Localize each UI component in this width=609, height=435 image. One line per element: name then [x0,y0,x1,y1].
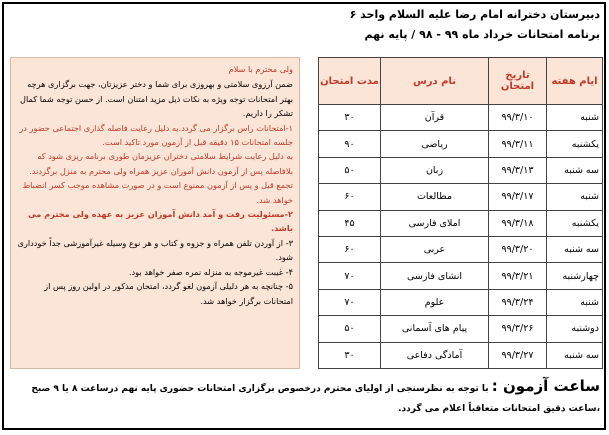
exam-time-label: ساعت آزمون : [491,377,600,395]
cell-date: ۹۹/۳/۲۶ [489,316,547,342]
cell-duration: ۹۰ [319,131,381,157]
cell-subject: ریاضی [381,131,489,157]
cell-day: یکشنبه [547,131,603,157]
notes-item-1c: تجمع قبل و پس از آزمون ممنوع است و در صورت مشاهده موجب کسر انضباط خواهد شد. [22,180,293,205]
table-header-row [319,58,603,105]
exam-time-text: با توجه به نظرسنجی از اولیای محترم درخصوص برگزاری امتحانات حضوری پایه نهم درساعت ۸ یا ۹ صبح ،ساعت دقیق امتحانات متعاقباً اعلام می گردد. [31,384,600,414]
cell-day: سه شنبه [547,236,603,262]
notes-salutation: ولی محترم با سلام [228,64,293,74]
cell-subject: مطالعات [381,184,489,210]
table-row [319,184,603,210]
cell-date: ۹۹/۳/۲۴ [489,289,547,315]
table-row [319,263,603,289]
cell-duration: ۶۰ [319,184,381,210]
header-duration: مدت امتحان [319,58,381,105]
cell-day: چهارشنبه [547,263,603,289]
cell-day: شنبه [547,289,603,315]
cell-subject: قرآن [381,105,489,131]
exam-time-note [10,376,600,419]
notes-item-1b: به دلیل رعایت شرایط سلامتی دختران عزیزمان طوری برنامه ریزی شود که بلافاصله پس از آزمون دانش آموزان عزیز همراه ولی محترم به منزل برگردند. [29,151,293,176]
cell-day: دوشنبه [547,316,603,342]
cell-day: شنبه [547,184,603,210]
table-row [319,210,603,236]
cell-duration: ۷۰ [319,289,381,315]
table-row [319,157,603,183]
cell-date: ۹۹/۳/۱۸ [489,210,547,236]
cell-day: یکشنبه [547,210,603,236]
notes-item-4: ۴- غیبت غیرموجه به منزله نمره صفر خواهد بود. [128,266,293,277]
table-row [319,342,603,368]
cell-subject: انشای فارسی [381,263,489,289]
notes-item-5: ۵- چنانچه به هر دلیلی آزمون لغو گردد، امتحان مذکور در اولین روز پس از امتحانات برگزار خواهد شد. [44,281,293,306]
notes-intro: ضمن آرزوی سلامتی و بهروزی برای شما و دختر عزیزتان، جهت برگزاری هرچه بهتر امتحانات توجه ویژه به نکات ذیل مزید امتنان است. از حسن توجه شما کمال تشکر را داریم. [20,79,293,119]
notes-item-2: ۲-مسئولیت رفت و آمد دانش آموزان عزیز به عهده ولی محترم می باشد. [28,209,293,234]
cell-date: ۹۹/۳/۱۷ [489,184,547,210]
cell-date: ۹۹/۳/۱۰ [489,105,547,131]
cell-subject: عربی [381,236,489,262]
cell-duration: ۳۰ [319,105,381,131]
cell-day: سه شنبه [547,157,603,183]
notes-item-1: ۱-امتحانات راس برگزار می گردد.به دلیل رعایت فاصله گذاری اجتماعی حضور در جلسه امتحانات ۱۵ دقیقه قبل از آزمون مورد تاکید است. [19,122,293,148]
cell-day: شنبه [547,105,603,131]
table-row [319,131,603,157]
header-date: تاریخ امتحان [489,58,547,105]
cell-duration: ۳۰ [319,342,381,368]
cell-date: ۹۹/۳/۱۳ [489,157,547,183]
cell-subject: املای فارسی [381,210,489,236]
cell-date: ۹۹/۳/۱۱ [489,131,547,157]
table-row [319,236,603,262]
cell-duration: ۶۰ [319,236,381,262]
cell-duration: ۵۰ [319,157,381,183]
exam-schedule-table [318,57,603,369]
header-subject: نام درس [381,58,489,105]
cell-subject: پیام های آسمانی [381,316,489,342]
header-day: ایام هفته [547,58,603,105]
cell-date: ۹۹/۳/۲۰ [489,236,547,262]
cell-duration: ۷۰ [319,263,381,289]
table-row [319,289,603,315]
notes-item-3: ۳- از آوردن تلفن همراه و جزوه و کتاب و هر نوع وسیله غیرآموزشی جداً خودداری شود. [17,237,293,263]
school-title: دبیرستان دخترانه امام رضا علیه السلام واحد ۶ [349,8,600,21]
cell-duration: ۵۰ [319,316,381,342]
table-row [319,316,603,342]
cell-subject: آمادگی دفاعی [381,342,489,368]
cell-date: ۹۹/۳/۲۷ [489,342,547,368]
cell-subject: زبان [381,157,489,183]
table-row [319,105,603,131]
cell-duration: ۴۵ [319,210,381,236]
cell-subject: علوم [381,289,489,315]
schedule-title: برنامه امتحانات خرداد ماه ۹۹ - ۹۸ / پایه نهم [364,28,600,41]
parent-notes-box [10,57,300,369]
cell-date: ۹۹/۳/۲۱ [489,263,547,289]
cell-day: سه شنبه [547,342,603,368]
